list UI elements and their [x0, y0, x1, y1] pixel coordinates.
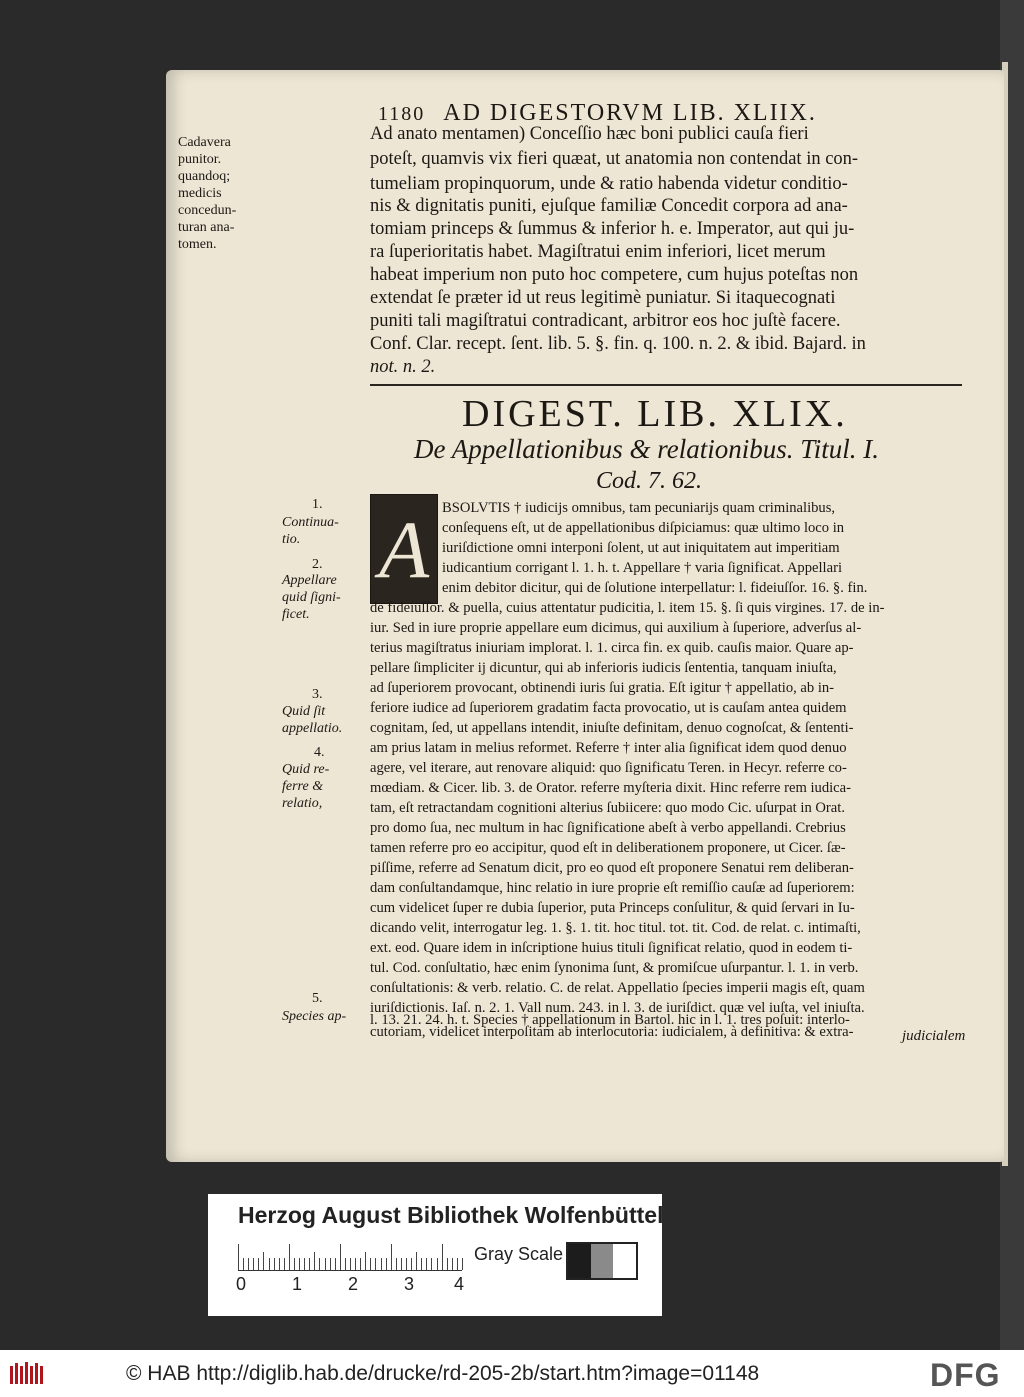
text-line: tam, eſt retractandam cognitioni alterius ſubiicere: quo modo Cic. uſurpat in Orat. — [370, 800, 845, 816]
text-line: pro domo ſua, nec multum in hac ſignificatione abeſt à verbo appellandi. Crebrius — [370, 820, 846, 836]
side-note-number: 2. — [312, 557, 323, 572]
text-line: feriore iudice ad ſuperiorem gradatim facta provocatio, ut is cauſam antea quidem — [370, 700, 847, 716]
ruler-tick — [447, 1258, 448, 1270]
ruler-tick — [396, 1258, 397, 1270]
gray-scale-swatches — [566, 1242, 638, 1280]
ruler-tick — [365, 1252, 366, 1270]
side-note-line: Quid ſit — [282, 704, 326, 719]
library-name: Herzog August Bibliothek Wolfenbüttel — [238, 1202, 664, 1228]
ruler-tick — [411, 1258, 412, 1270]
ruler-tick — [294, 1258, 295, 1270]
side-note-number: 1. — [312, 497, 323, 512]
ruler-tick — [258, 1258, 259, 1270]
ruler-tick — [340, 1244, 341, 1270]
text-line: ext. eod. Quare idem in inſcriptione huius tituli ſignificat relatio, quod in eodem ti- — [370, 940, 853, 956]
text-line: not. n. 2. — [370, 357, 436, 377]
ruler-tick — [426, 1258, 427, 1270]
side-note-line: Appellare — [282, 573, 337, 588]
decorated-initial — [370, 494, 438, 604]
side-note-line: quid ſigni- — [282, 590, 341, 605]
text-line: agere, vel iterare, aut renovare aliquid: quo ſignificatu Teren. in Hecyr. referre co- — [370, 760, 847, 776]
text-line: enim debitor dicitur, qui de ſolutione interpellatur: l. fideiuſſor. 16. §. fin. — [442, 580, 868, 596]
swatch-light — [613, 1244, 636, 1278]
section-divider — [370, 384, 962, 386]
margin-note-line: concedun- — [178, 203, 237, 218]
scale-number: 2 — [348, 1274, 359, 1294]
text-line: poteſt, quamvis vix fieri quæat, ut anatomia non contendat in con- — [370, 149, 859, 169]
ruler-tick — [269, 1258, 270, 1270]
text-line: ra ſuperioritatis habet. Magiſtratui enim inferiori, licet merum — [370, 242, 826, 262]
text-line: BSOLVTIS † iudicijs omnibus, tam pecuniarijs quam criminalibus, — [442, 500, 836, 516]
text-line: tul. Cod. conſultatio, hæc enim ſynonima ſunt, & promiſcue uſurpantur. l. 1. in verb. — [370, 960, 859, 976]
scale-number: 3 — [404, 1274, 415, 1294]
text-line: Ad anato mentamen) Conceſſio hæc boni publici cauſa fieri — [370, 124, 809, 144]
side-note-line: ficet. — [282, 607, 310, 622]
margin-note-line: tomen. — [178, 237, 217, 252]
text-line: Conf. Clar. recept. ſent. lib. 5. §. fin. q. 100. n. 2. & ibid. Bajard. in — [370, 334, 866, 354]
running-header — [378, 100, 817, 127]
measurement-ruler — [238, 1242, 462, 1271]
side-note-line: relatio, — [282, 796, 323, 811]
text-line: cum videlicet ſuper re dubia ſuperior, puta Princeps conſulitur, & quid ſervari in Iu- — [370, 900, 855, 916]
ruler-tick — [330, 1258, 331, 1270]
text-line: iudicantium corrigant l. 1. h. t. Appellare † varia ſignificat. Appellari — [442, 560, 842, 576]
ruler-tick — [406, 1258, 407, 1270]
code-reference: Cod. 7. 62. — [596, 468, 703, 494]
swatch-dark — [568, 1244, 591, 1278]
text-line: l. 13. 21. 24. h. t. Species † appellationum in Bartol. hic in l. 1. tres poſuit: interlo- — [370, 1012, 850, 1028]
color-reference-card — [208, 1194, 662, 1316]
ruler-tick — [457, 1258, 458, 1270]
running-title: AD DIGESTORVM LIB. XLIIX. — [443, 100, 817, 126]
text-line: tamen referre pro eo accipitur, quod eſt in deliberationem proponere, ut Cicer. ſæ- — [370, 840, 846, 856]
ruler-tick — [437, 1258, 438, 1270]
side-note — [282, 1008, 346, 1025]
hab-logo-icon — [8, 1360, 48, 1388]
text-line: conſequens eſt, ut de appellationibus diſpiciamus: quæ ultimo loco in — [442, 520, 845, 536]
ruler-tick — [381, 1258, 382, 1270]
ruler-tick — [289, 1244, 290, 1270]
ruler-tick — [375, 1258, 376, 1270]
section-subtitle: De Appellationibus & relationibus. Titul. I. — [414, 434, 880, 464]
ruler-tick — [431, 1258, 432, 1270]
scale-number: 1 — [292, 1274, 303, 1294]
swatch-mid — [591, 1244, 614, 1278]
side-note-line: tio. — [282, 532, 301, 547]
copyright-url[interactable]: © HAB http://diglib.hab.de/drucke/rd-205-2b/start.htm?image=01148 — [126, 1362, 760, 1385]
side-note — [282, 514, 339, 548]
ruler-tick — [299, 1258, 300, 1270]
text-line: tomiam princeps & ſummus & inferior h. e. Imperator, aut qui ju- — [370, 219, 855, 239]
ruler-tick — [309, 1258, 310, 1270]
text-line: nis & dignitatis puniti, ejuſque familiæ Concedit corpora ad ana- — [370, 196, 848, 216]
side-note-line: ferre & — [282, 779, 324, 794]
scale-number: 0 — [236, 1274, 247, 1294]
ruler-tick — [335, 1258, 336, 1270]
ruler-tick — [350, 1258, 351, 1270]
ruler-tick — [314, 1252, 315, 1270]
text-line: habeat imperium non puto hoc competere, cum hujus poteſtas non — [370, 265, 859, 285]
dfg-logo: DFG — [930, 1357, 1001, 1393]
ruler-tick — [442, 1244, 443, 1270]
gray-scale-label: Gray Scale — [474, 1244, 564, 1264]
ruler-tick — [345, 1258, 346, 1270]
text-line: tumeliam propinquorum, unde & ratio habenda videtur conditio- — [370, 174, 848, 194]
text-line: conſultationis: & verb. relatio. C. de relat. Appellatio ſpecies imperii magis eſt, quam — [370, 980, 865, 996]
side-note-number: 4. — [314, 745, 325, 760]
text-line: extendat ſe præter id ut reus legitimè puniatur. Si itaquecognati — [370, 288, 836, 308]
ruler-tick — [284, 1258, 285, 1270]
section-title: DIGEST. LIB. XLIX. — [462, 393, 848, 435]
ruler-tick — [319, 1258, 320, 1270]
ruler-tick — [248, 1258, 249, 1270]
text-line: de fideiuſſor. & puella, cuius attentatur pudicitia, l. item 15. §. ſi quis virgines. 17. de in- — [370, 600, 885, 616]
text-line: cutoriam, videlicet interpoſitam ab interlocutoria: iudicialem, à definitiva: & extra- — [370, 1024, 854, 1040]
margin-note-line: turan ana- — [178, 220, 235, 235]
ruler-tick — [263, 1252, 264, 1270]
text-line: iuriſdictionis. Iaſ. n. 2. 1. Vall num. 243. in l. 3. de iuriſdict. quæ vel iuſta, vel iniuſta. — [370, 1000, 865, 1016]
ruler-tick — [279, 1258, 280, 1270]
side-note — [282, 572, 341, 623]
catchword: judicialem — [902, 1028, 966, 1044]
ruler-tick — [401, 1258, 402, 1270]
text-line: puniti tali magiſtratui contradicant, arbitror eos hoc juſtè facere. — [370, 311, 841, 331]
ruler-tick — [370, 1258, 371, 1270]
margin-note-line: Cadavera — [178, 135, 231, 150]
text-line: dicando velit, interrogatur leg. 1. §. 1. tit. hoc titul. tot. tit. Cod. de relat. c. intimaſti, — [370, 920, 861, 936]
ruler-tick — [462, 1258, 463, 1270]
side-note — [282, 703, 342, 737]
ruler-tick — [274, 1258, 275, 1270]
text-line: am prius latam in melius reformet. Referre † inter alia ſignificat idem quod denuo — [370, 740, 847, 756]
side-note-number: 5. — [312, 991, 323, 1006]
margin-note-line: quandoq; — [178, 169, 231, 184]
margin-note-top — [178, 134, 236, 253]
text-line: pellare ſimpliciter ij dicuntur, qui ab inferioris iudicis ſententia, tanquam iniuſta, — [370, 660, 837, 676]
side-note-line: Continua- — [282, 515, 339, 530]
scale-number: 4 — [454, 1274, 465, 1294]
ruler-tick — [421, 1258, 422, 1270]
text-line: dam conſultandamque, hinc relatio in iure proprie eſt remiſſio cauſæ ad ſuperiorem: — [370, 880, 855, 896]
side-note-line: Species ap- — [282, 1009, 347, 1024]
text-line: iuriſdictione omni interponi ſolent, ut aut iniquitatem aut imperitiam — [442, 540, 840, 556]
text-line: terius magiſtratus iniuriam implorat. l. 1. circa fin. ex quib. cauſis maior. Quare ap- — [370, 640, 854, 656]
ruler-tick — [355, 1258, 356, 1270]
ruler-tick — [416, 1252, 417, 1270]
ruler-tick — [304, 1258, 305, 1270]
ruler-tick — [253, 1258, 254, 1270]
initial-letter: A — [378, 504, 430, 595]
ruler-tick — [243, 1258, 244, 1270]
ruler-tick — [238, 1244, 239, 1270]
ruler-tick — [325, 1258, 326, 1270]
text-line: piſſime, referre ad Senatum dicit, pro eo quod eſt proponere Senatui rem deliberan- — [370, 860, 854, 876]
ruler-tick — [452, 1258, 453, 1270]
side-note-line: appellatio. — [282, 721, 343, 736]
text-line: cognitam, ſed, ut appellans intendit, iniuſte definitam, denuo cognoſcat, & ſententi- — [370, 720, 854, 736]
text-line: iur. Sed in iure proprie appellare eum dicimus, qui auxilium à ſuperiore, adverſus al- — [370, 620, 862, 636]
margin-note-line: punitor. — [178, 152, 222, 167]
page-number: 1180 — [378, 103, 426, 125]
ruler-tick — [386, 1258, 387, 1270]
side-note-number: 3. — [312, 687, 323, 702]
margin-note-line: medicis — [178, 186, 222, 201]
text-line: mœdiam. & Cicer. lib. 3. de Orator. referre myſteria dixit. Hinc referre rem iudica- — [370, 780, 852, 796]
ruler-tick — [360, 1258, 361, 1270]
text-line: ad ſuperiorem provocant, obtinendi iuris ſui gratia. Eſt igitur † appellatio, ab in- — [370, 680, 835, 696]
ruler-tick — [391, 1244, 392, 1270]
side-note-line: Quid re- — [282, 762, 330, 777]
side-note — [282, 761, 329, 812]
